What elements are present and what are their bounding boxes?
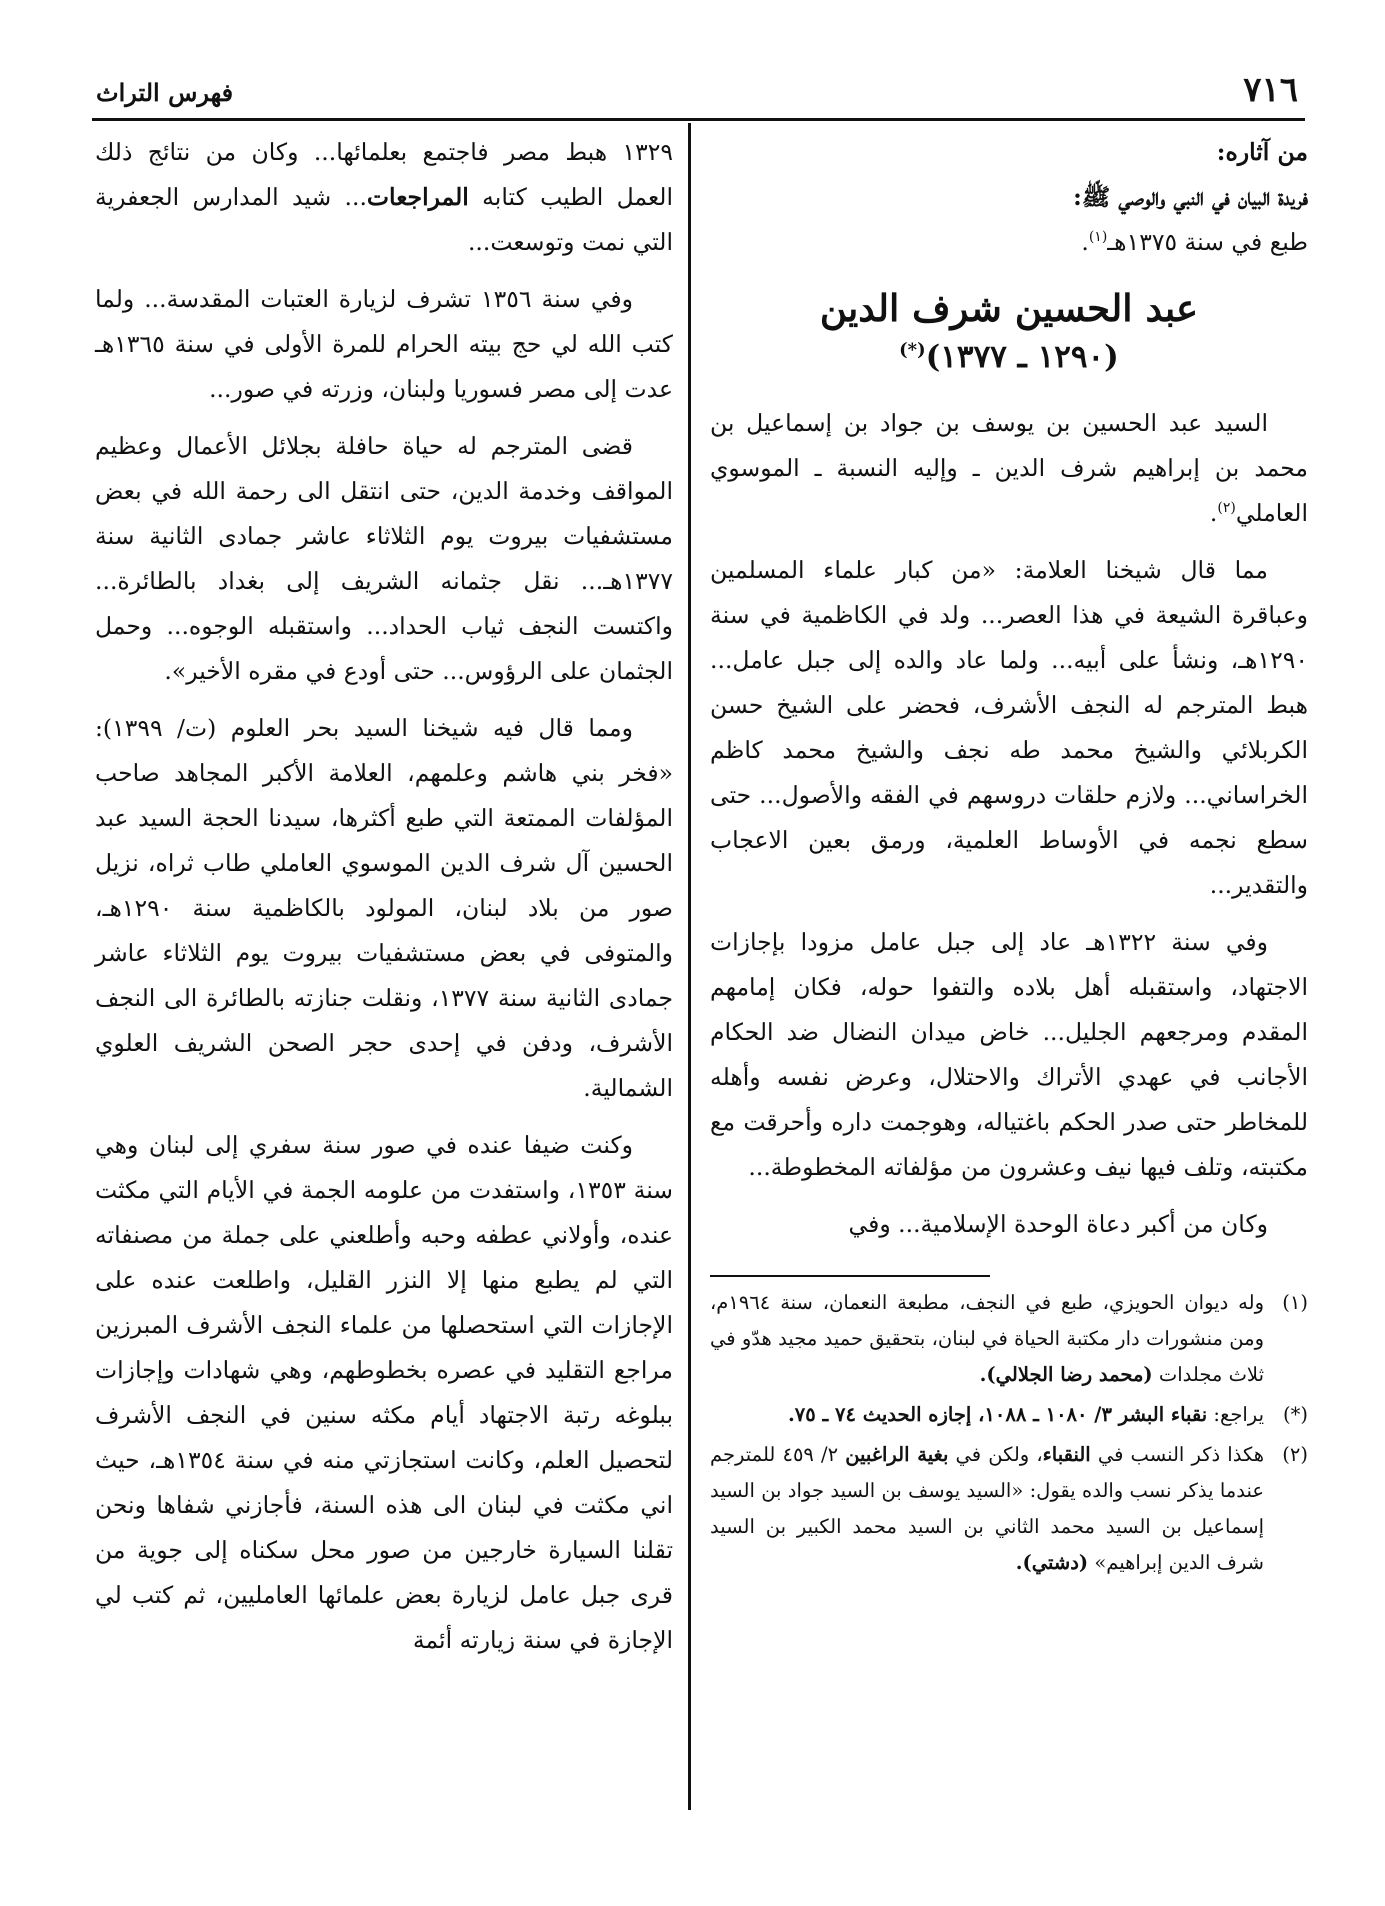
running-title: فهرس التراث [96,78,234,107]
bio-paragraph-1 [710,401,1308,536]
footnote-star-sources: نقباء البشر ٣/ ١٠٨٠ ـ ١٠٨٨، إجازه الحديث ٧٤ ـ ٧٥. [787,1403,1208,1426]
bio-paragraph-2: مما قال شيخنا العلامة: «من كبار علماء المسلمين وعباقرة الشيعة في هذا العصر... ولد في الكاظمية في سنة ١٢٩٠هـ، ونشأ على أبيه... ولما عاد والده إلى جبل عامل... هبط المترجم له النجف الأشرف، فحضر على الشيخ حسن الكربلائي والشيخ محمد طه نجف والشيخ محمد كاظم الخراساني... ولازم حلقات دروسهم في الفقه والأصول... حتى سطع نجمه في الأوساط العلمية، ورمق بعين الاعجاب والتقدير... [710,556,1308,899]
footnote-2-signature: (دشتي). [1015,1551,1089,1574]
bio-paragraph-6: وفي سنة ١٣٥٦ تشرف لزيارة العتبات المقدسة... ولما كتب الله لي حج بيته الحرام للمرة الأولى في سنة ١٣٦٥هـ عدت إلى مصر فسوريا ولبنان، وزرته في صور... [95,285,673,403]
page-number: ٧١٦ [1243,70,1298,110]
bio-paragraph-9: وكنت ضيفا عنده في صور سنة سفري إلى لبنان وهي سنة ١٣٥٣، واستفدت من علومه الجمة في الأيام التي مكثت عنده، وأولاني عطفه وحبه وأطلعني على جملة من مصنفاته التي لم يطبع منها إلا النزر القليل، واطلعت عنده على الإجازات التي استحصلها من علماء النجف الأشرف المبرزين مراجع التقليد في عصره بخطوطهم، وهي شهادات وإجازات ببلوغه رتبة الاجتهاد أيام مكثه سنين في النجف الأشرف لتحصيل العلم، وكانت استجازتي منه في سنة ١٣٥٤هـ، حيث اني مكثت في لبنان الى هذه السنة، فأجازني شفاها ونحن تقلنا السيارة خارجين من صور محل سكناه إلى جوية من قرى جبل عامل لزيارة بعض علمائها العامليين، ثم كتب لي الإجازة في سنة زيارته أئمة [95,1131,674,1654]
footnote-2-part-c: ٢/ ٤٥٩ للمترجم عندما يذكر نسب والده يقول: «السيد يوسف بن السيد جواد بن السيد إسماعيل بن السيد محمد الثاني بن السيد محمد الكبير بن السيد شرف الدين إبراهيم» [710,1443,1264,1574]
footnote-mark: (*) [1283,1403,1308,1426]
entry-name: عبد الحسين شرف الدين [819,286,1199,330]
footnote-2 [710,1437,1308,1581]
bio-paragraph-4: وكان من أكبر دعاة الوحدة الإسلامية... وفي [848,1210,1268,1238]
bio-paragraph-1-text: السيد عبد الحسين بن يوسف بن جواد بن إسماعيل بن محمد بن إبراهيم شرف الدين ـ وإليه النسبة ـ الموسوي العاملي [710,409,1308,527]
bio-paragraph-3: وفي سنة ١٣٢٢هـ عاد إلى جبل عامل مزودا بإجازات الاجتهاد، واستقبله أهل بلاده والتفوا حوله، فكان إمامهم المقدم ومرجعهم الجليل... خاض ميدان النضال ضد الحكام الأجانب في عهدي الأتراك والاحتلال، وعرض نفسه وأهله للمخاطر حتى صدر الحكم باغتياله، وهوجمت داره وأحرقت مع مكتبته، وتلف فيها نيف وعشرون من مؤلفاته المخطوطة... [710,928,1308,1181]
right-column [710,130,1308,1585]
footnote-1 [710,1285,1308,1393]
footnote-1-signature: (محمد رضا الجلالي). [979,1363,1153,1386]
work-print-end: . [1081,228,1089,256]
works-label: من آثاره: [1216,138,1308,166]
footnote-text [710,1397,1264,1433]
footnote-2-book-2: بغية الراغبين [845,1443,949,1466]
column-divider [688,123,691,1810]
footnote-ref-2: (٢) [1217,500,1236,517]
bio-paragraph-5-text: ١٣٢٩ هبط مصر فاجتمع بعلمائها... وكان من نتائج ذلك العمل الطيب كتابه [95,138,673,211]
work-print-text: طبع في سنة ١٣٧٥هـ [1107,228,1308,256]
footnote-ref-1: (١) [1088,229,1108,246]
book-title-muraja-at: المراجعات [366,183,469,211]
work-title: فريدة البيان في النبي والوصي ﷺ: [1073,183,1308,211]
footnote-ref-star: (*) [899,339,926,361]
bio-paragraph-5-end: ... شيد المدارس الجعفرية التي نمت وتوسعت... [95,183,673,256]
left-column [95,130,673,1675]
bio-paragraph-1-end: . [1209,499,1218,527]
footnote-star-prefix: يراجع: [1207,1403,1264,1426]
footnote-mark: (٢) [1282,1443,1308,1466]
footnote-2-part-b: ، ولكن في [948,1443,1043,1466]
footnote-rule [710,1275,990,1277]
bio-paragraph-8: ومما قال فيه شيخنا السيد بحر العلوم (ت/ ١٣٩٩): «فخر بني هاشم وعلمهم، العلامة الأكبر المجاهد صاحب المؤلفات الممتعة التي طبع أكثرها، سيدنا الحجة السيد عبد الحسين آل شرف الدين الموسوي العاملي طاب ثراه، نزيل صور من بلاد لبنان، المولود بالكاظمية سنة ١٢٩٠هـ، والمتوفى في بعض مستشفيات بيروت يوم الثلاثاء عاشر جمادى الثانية سنة ١٣٧٧، ونقلت جنازته بالطائرة الى النجف الأشرف، ودفن في إحدى حجر الصحن الشريف العلوي الشمالية. [95,714,673,1102]
footnote-1-body: وله ديوان الحويزي، طبع في النجف، مطبعة النعمان، سنة ١٩٦٤م، ومن منشورات دار مكتبة الحياة في لبنان، بتحقيق حميد مجيد هدّو في ثلاث مجلدات [710,1291,1264,1386]
entry-dates-text: (١٢٩٠ ـ ١٣٧٧) [925,339,1119,375]
work-entry [710,175,1308,220]
bio-paragraph-7: قضى المترجم له حياة حافلة بجلائل الأعمال وعظيم المواقف وخدمة الدين، حتى انتقل الى رحمة الله في بعض مستشفيات بيروت يوم الثلاثاء عاشر جمادى الثانية سنة ١٣٧٧هـ... نقل جثمانه الشريف إلى بغداد بالطائرة... واكتست النجف ثياب الحداد... واستقبله الوجوه... وحمل الجثمان على الرؤوس... حتى أودع في مقره الأخير». [95,432,673,685]
header-rule [92,118,1305,121]
footnote-2-book-1: النقباء [1042,1443,1091,1466]
footnote-star [710,1397,1308,1433]
footnote-2-part-a: هكذا ذكر النسب في [1090,1443,1264,1466]
bio-paragraph-5 [95,130,673,265]
footnote-text [710,1285,1264,1393]
entry-dates [710,335,1308,379]
work-print-info [710,220,1308,265]
footnote-mark: (١) [1282,1291,1308,1314]
footnote-text [710,1437,1264,1581]
